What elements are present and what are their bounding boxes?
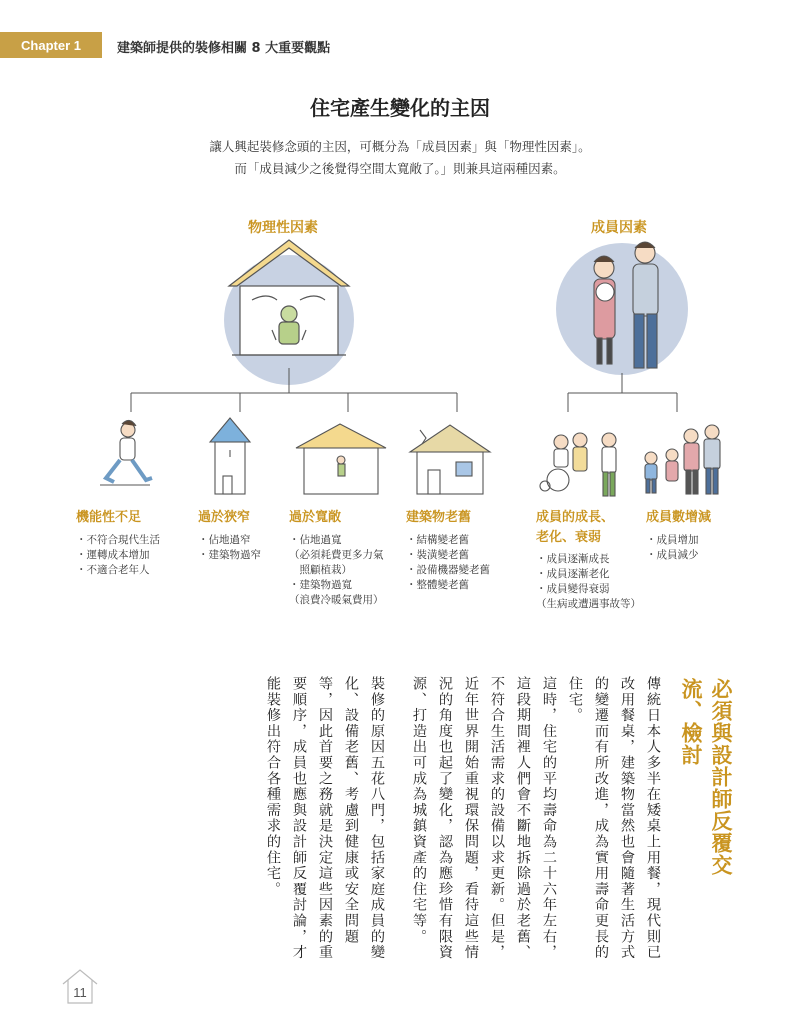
page-number-badge bbox=[60, 968, 100, 1004]
bullet-item: ・建築物過寬 bbox=[289, 579, 352, 591]
family-illustration bbox=[594, 242, 658, 368]
chapter-tab: Chapter 1 bbox=[0, 32, 102, 58]
bullet-item: ・運轉成本增加 bbox=[76, 549, 150, 561]
factor-bullets-aging-building bbox=[406, 533, 490, 593]
factor-label-function: 機能性不足 bbox=[76, 510, 142, 525]
category-member-title: 成員因素 bbox=[591, 220, 647, 236]
bullet-item: ・成員變得衰弱 bbox=[536, 583, 610, 595]
main-title-text: 住宅產生變化的主因 bbox=[310, 96, 490, 120]
page-number: 11 bbox=[73, 985, 87, 1000]
bullet-item: ・佔地過窄 bbox=[198, 534, 251, 546]
body-paragraph-3: 裝修的原因五花八門，包括家庭成員的變化、設備老舊、考慮到健康或安全問題等，因此首要之務就是決定這些因素的重要順序，成員也應與設計師反覆討論，才能裝修出符合各種需求的住宅。 bbox=[265, 676, 385, 961]
bullet-item: （必須耗費更多力氣 bbox=[289, 549, 384, 561]
bullet-item: ・成員減少 bbox=[646, 549, 699, 561]
bullet-item: （生病或遭遇事故等） bbox=[536, 598, 641, 610]
body-paragraph-2: 這時，住宅的平均壽命為二十六年左右，這段期間裡人們會不斷地拆除過於老舊、不符合生活需求的設備以求更新。但是，近年世界開始重視環保問題，看待這些情況的角度也起了變化，認為應珍惜有限資源、打造出可成為城鎮資產的住宅等。 bbox=[411, 676, 557, 961]
bullet-item: ・成員逐漸老化 bbox=[536, 568, 610, 580]
bullet-item: ・裝潢變老舊 bbox=[406, 549, 469, 561]
factor-bullets-wide bbox=[289, 533, 384, 608]
factor-bullets-member-growth bbox=[536, 552, 641, 612]
section-body bbox=[222, 676, 666, 976]
bullet-item: ・成員增加 bbox=[646, 534, 699, 546]
bullet-item: ・結構變老舊 bbox=[406, 534, 469, 546]
narrow-house-icon bbox=[210, 418, 250, 494]
section-heading: 必須與設計師反覆交流、檢討 bbox=[679, 678, 734, 876]
bullet-item: ・成員逐漸成長 bbox=[536, 553, 610, 565]
running-person-icon bbox=[100, 420, 152, 485]
factor-label-wide: 過於寬敞 bbox=[289, 510, 342, 525]
intro-line-1: 讓人興起裝修念頭的主因，可概分為「成員因素」與「物理性因素」。 bbox=[209, 139, 591, 154]
bullet-item: ・不適合老年人 bbox=[76, 564, 150, 576]
bullet-item: ・整體變老舊 bbox=[406, 579, 469, 591]
elderly-care-illustration bbox=[540, 433, 616, 496]
factor-bullets-function bbox=[76, 533, 160, 578]
body-paragraph-1: 傳統日本人多半在矮桌上用餐，現代則已改用餐桌，建築物當然也會隨著生活方式的變遷而有所改進，成為實用壽命更長的住宅。 bbox=[567, 676, 661, 961]
chapter-title: 建築師提供的裝修相關 8 大重要觀點 bbox=[117, 41, 331, 56]
bullet-item: （浪費冷暖氣費用） bbox=[289, 594, 384, 606]
main-title bbox=[306, 92, 494, 123]
factor-label-member-growth-line-1: 成員的成長、 bbox=[536, 510, 615, 525]
category-physical-title: 物理性因素 bbox=[248, 220, 318, 236]
house-interior-icon bbox=[229, 240, 349, 355]
bullet-item: ・佔地過寬 bbox=[289, 534, 342, 546]
factor-label-member-growth-line-2: 老化、衰弱 bbox=[536, 530, 602, 545]
intro-line-2: 而「成員減少之後覺得空間太寬敞了。」則兼具這兩種因素。 bbox=[234, 161, 566, 176]
factor-bullets-member-count bbox=[646, 533, 699, 563]
bullet-item: ・設備機器變老舊 bbox=[406, 564, 490, 576]
wide-house-icon bbox=[296, 424, 386, 494]
diagram-connectors bbox=[131, 368, 677, 412]
old-house-icon bbox=[410, 425, 490, 494]
family-size-illustration bbox=[645, 425, 720, 494]
factor-label-member-growth bbox=[536, 508, 614, 548]
factor-label-aging-building: 建築物老舊 bbox=[406, 510, 472, 525]
bullet-item: ・不符合現代生活 bbox=[76, 534, 160, 546]
bullet-item: 照顧植栽） bbox=[289, 564, 352, 576]
bullet-item: ・建築物過窄 bbox=[198, 549, 261, 561]
factor-label-member-count: 成員數增減 bbox=[646, 510, 712, 525]
factor-label-narrow: 過於狹窄 bbox=[198, 510, 251, 525]
factor-bullets-narrow bbox=[198, 533, 261, 563]
